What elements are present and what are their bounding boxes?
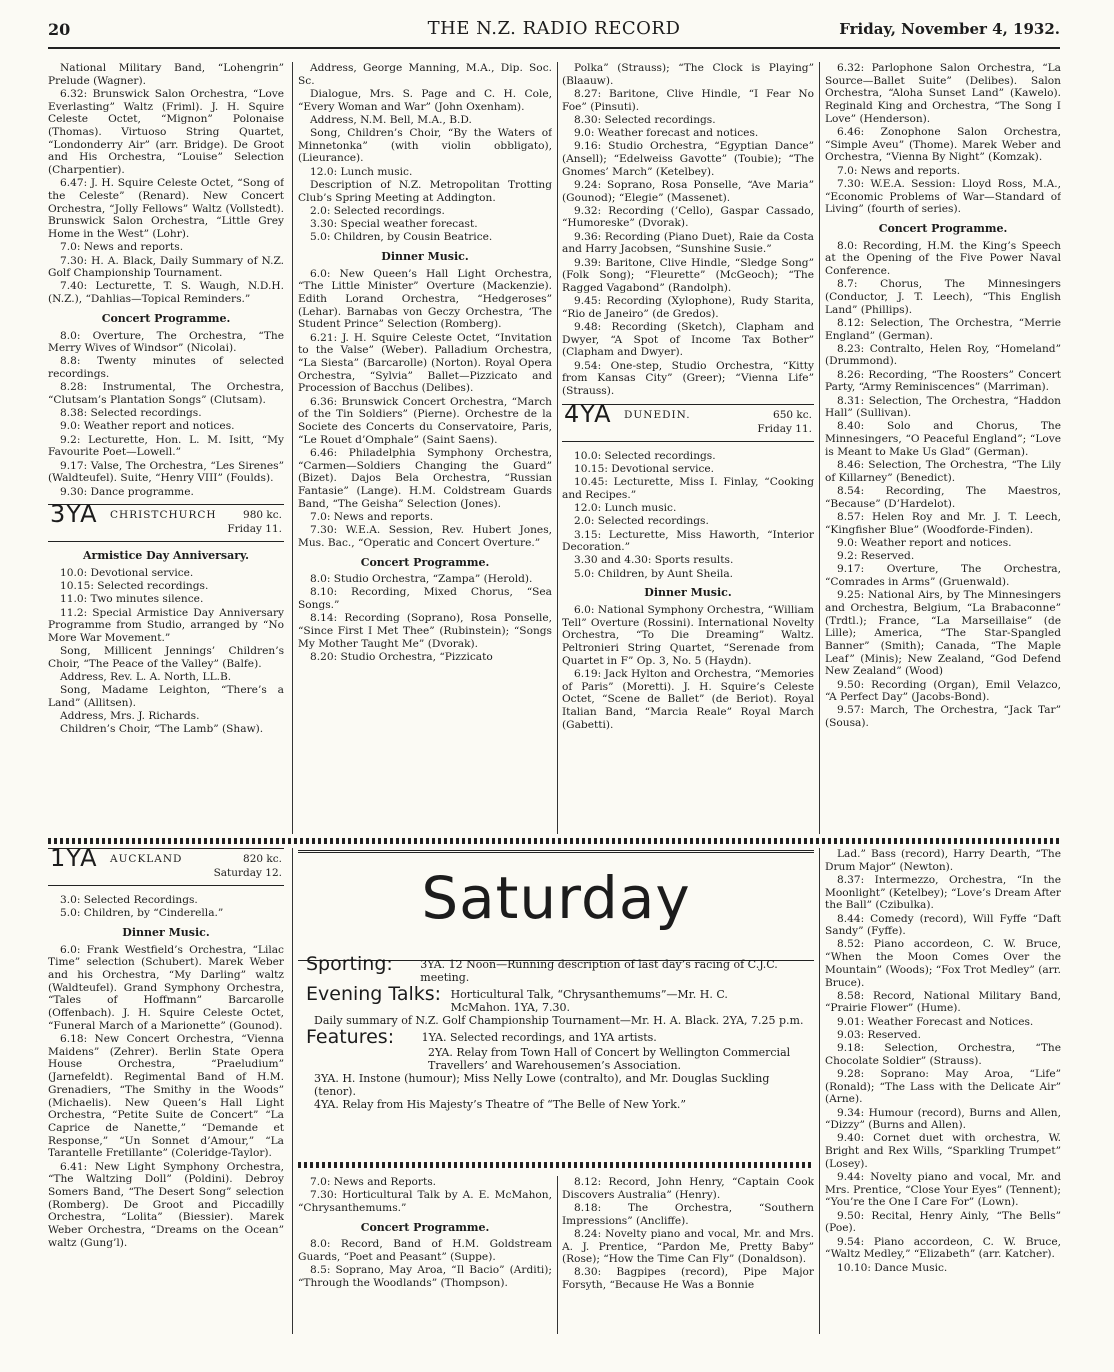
programme-entry: 12.0: Lunch music. xyxy=(574,502,677,515)
programme-entry: Polka” (Strauss); “The Clock is Playing” (Blaauw). xyxy=(562,62,814,87)
programme-entry: 10.0: Devotional service. xyxy=(60,566,194,579)
ornamental-rule xyxy=(298,1162,814,1168)
programme-entry: 8.40: Solo and Chorus, The Minnesingers, “O Peaceful England”; “Love is Meant to Make Us Glad” (German). xyxy=(825,420,1061,458)
programme-entry: Address, George Manning, M.A., Dip. Soc. Sc. xyxy=(298,62,552,87)
header-rule xyxy=(48,47,1060,49)
bottom-column-4 xyxy=(825,848,1061,1334)
programme-entry: 8.0: Overture, The Orchestra, “The Merry Wives of Windsor” (Nicolai). xyxy=(48,329,284,355)
programme-entry: 9.30: Dance programme. xyxy=(60,485,194,498)
programme-entry: 8.0: Recording, H.M. the King’s Speech at the Opening of the Five Power Naval Conference. xyxy=(825,239,1061,278)
programme-entry: 8.10: Recording, Mixed Chorus, “Sea Songs.” xyxy=(298,586,552,612)
concert-programme-heading: Concert Programme. xyxy=(360,555,490,569)
col4-paras-b xyxy=(825,240,1061,730)
programme-entry: 10.15: Devotional service. xyxy=(574,462,715,475)
station-city: AUCKLAND xyxy=(110,853,183,865)
programme-entry: 8.18: The Orchestra, “Southern Impressions” (Ancliffe). xyxy=(562,1201,814,1227)
programme-entry: 8.37: Intermezzo, Orchestra, “In the Moonlight” (Ketelbey); “Love’s Dream After the Ball” (Czibulka). xyxy=(825,873,1061,912)
programme-entry: 9.24: Soprano, Rosa Ponselle, “Ave Maria” (Gounod); “Elegie” (Massenet). xyxy=(562,178,814,204)
programme-entry: 10.0: Selected recordings. xyxy=(574,449,716,462)
col2-paras-b xyxy=(298,268,552,550)
programme-entry: 8.28: Instrumental, The Orchestra, “Clutsam’s Plantation Songs” (Clutsam). xyxy=(48,381,284,407)
col2-paras-a xyxy=(298,62,552,244)
programme-entry: 3.30 and 4.30: Sports results. xyxy=(574,554,734,567)
programme-entry: 10.10: Dance Music. xyxy=(837,1261,948,1274)
programme-entry: 8.26: Recording, “The Roosters” Concert Party, “Army Reminiscences” (Marriman). xyxy=(825,368,1061,394)
bottom-column-2 xyxy=(298,1176,552,1334)
programme-entry: 8.12: Selection, The Orchestra, “Merrie England” (German). xyxy=(825,316,1061,342)
programme-entry: Dialogue, Mrs. S. Page and C. H. Cole, “Every Woman and War” (John Oxenham). xyxy=(298,87,552,113)
programme-entry: 9.25: National Airs, by The Minnesingers and Orchestra, Belgium, “La Brabaconne” (Trdtl.); France, “La Marseillaise” (de Lille); America, “The Star-Spangled Banner” (Smith); Canada, “The Maple Leaf” (Minis); New Zealand, “God Defend New Zealand” (Wood) xyxy=(825,589,1061,678)
station-city: CHRISTCHURCH xyxy=(110,509,217,522)
programme-entry: 2.0: Selected recordings. xyxy=(574,515,709,528)
programme-entry: 6.21: J. H. Squire Celeste Octet, “Invitation to the Valse” (Weber). Palladium Orchestra, “La Siesta” (Barcarolle) (Norton). Royal Opera Orchestra, “Sylvia” Ballet—Pizzicato and Procession of Bacchus (Delibes). xyxy=(298,331,552,395)
sporting-label: Sporting: xyxy=(306,953,393,975)
programme-entry: Address, Rev. L. A. North, LL.B. xyxy=(60,671,232,684)
sporting-text: 3YA. 12 Noon—Running description of last day’s racing of C.J.C. meeting. xyxy=(420,958,778,984)
column-1 xyxy=(48,62,284,834)
programme-entry: 8.31: Selection, The Orchestra, “Haddon Hall” (Sullivan). xyxy=(825,394,1061,420)
station-1ya-header xyxy=(48,848,284,886)
programme-entry: Song, Children’s Choir, “By the Waters of Minnetonka” (with violin obbligato), (Lieurance). xyxy=(298,127,552,165)
evening-talks-row xyxy=(306,983,806,1027)
programme-entry: 9.01: Weather Forecast and Notices. xyxy=(837,1015,1034,1028)
programme-entry: 10.45: Lecturette, Miss I. Finlay, “Cooking and Recipes.” xyxy=(562,476,814,501)
programme-entry: 6.36: Brunswick Concert Orchestra, “March of the Tin Soldiers” (Pierne). Orchestre de la Societe des Concerts du Conservatoire, Paris, “Le Rouet d’Omphale” (Saint Saens). xyxy=(298,395,552,446)
programme-entry: 9.40: Cornet duet with orchestra, W. Bright and Rex Wills, “Sparkling Trumpet” (Losey). xyxy=(825,1132,1061,1170)
station-day: Friday 11. xyxy=(227,523,282,536)
station-city: DUNEDIN. xyxy=(624,408,691,421)
programme-entry: 8.54: Recording, The Maestros, “Because” (D’Hardelot). xyxy=(825,485,1061,510)
programme-entry: 9.45: Recording (Xylophone), Rudy Starita, “Rio de Janeiro” (de Gredos). xyxy=(562,295,814,320)
programme-entry: 6.46: Philadelphia Symphony Orchestra, “Carmen—Soldiers Changing the Guard” (Bizet). Dajos Bela Orchestra, “Russian Fantasie” (Lange). H.M. Coldstream Guards Band, “The Geisha” Selection (Jones). xyxy=(298,446,552,510)
station-day: Saturday 12. xyxy=(213,867,282,879)
features-text-3: 3YA. H. Instone (humour); Miss Nelly Lowe (contralto), and Mr. Douglas Suckling (tenor). xyxy=(314,1072,770,1098)
programme-entry: 9.0: Weather report and notices. xyxy=(60,420,235,433)
column-divider xyxy=(292,62,293,834)
station-frequency: 980 kc. xyxy=(243,509,282,522)
saturday-banner xyxy=(298,846,814,961)
programme-entry: 3.30: Special weather forecast. xyxy=(310,217,478,230)
saturday-highlights xyxy=(306,953,806,1111)
sporting-row xyxy=(306,953,806,984)
programme-entry: 9.54: Piano accordeon, C. W. Bruce, “Waltz Medley,” “Elizabeth” (arr. Katcher). xyxy=(825,1235,1061,1261)
programme-entry: 6.47: J. H. Squire Celeste Octet, “Song of the Celeste” (Renard). New Concert Orchestra, “Jolly Fellows” Waltz (Vollstedt). Brunswick Salon Orchestra, “Little Grey Home in the West” (Lohr). xyxy=(48,177,284,241)
programme-entry: 7.0: News and reports. xyxy=(60,241,184,254)
programme-entry: 9.50: Recital, Henry Ainly, “The Bells” (Poe). xyxy=(825,1209,1061,1235)
programme-entry: 6.46: Zonophone Salon Orchestra, “Simple Aveu” (Thome). Marek Weber and Orchestra, “Vienna By Night” (Komzak). xyxy=(825,126,1061,164)
station-call-sign: 1YA xyxy=(50,848,98,872)
programme-entry: 9.17: Overture, The Orchestra, “Comrades in Arms” (Gruenwald). xyxy=(825,563,1061,588)
dinner-music-heading: Dinner Music. xyxy=(122,925,210,939)
features-text-4: 4YA. Relay from His Majesty’s Theatre of “The Belle of New York.” xyxy=(314,1098,686,1111)
programme-entry: 9.36: Recording (Piano Duet), Raie da Costa and Harry Jacobsen, “Sunshine Susie.” xyxy=(562,230,814,256)
programme-entry: Song, Millicent Jennings’ Children’s Choir, “The Peace of the Valley” (Balfe). xyxy=(48,645,284,670)
programme-entry: 3.0: Selected Recordings. xyxy=(60,894,198,906)
issue-date: Friday, November 4, 1932. xyxy=(839,20,1060,38)
station-frequency: 820 kc. xyxy=(243,853,282,865)
programme-entry: Song, Madame Leighton, “There’s a Land” (Allitsen). xyxy=(48,684,284,709)
programme-entry: 3.15: Lecturette, Miss Haworth, “Interior Decoration.” xyxy=(562,528,814,554)
programme-entry: 8.44: Comedy (record), Will Fyffe “Daft Sandy” (Fyffe). xyxy=(825,912,1061,938)
programme-entry: 9.57: March, The Orchestra, “Jack Tar” (Sousa). xyxy=(825,704,1061,730)
programme-entry: 9.39: Baritone, Clive Hindle, “Sledge Song” (Folk Song); “Fleurette” (McGeoch); “The Ragged Vagabond” (Randolph). xyxy=(562,256,814,294)
programme-entry: 11.2: Special Armistice Day Anniversary Programme from Studio, arranged by “No More War Movement.” xyxy=(48,606,284,644)
station-3ya-header xyxy=(48,500,284,542)
concert-programme-heading: Concert Programme. xyxy=(101,311,231,325)
publication-title: THE N.Z. RADIO RECORD xyxy=(427,18,681,39)
programme-entry: Address, Mrs. J. Richards. xyxy=(60,710,200,723)
programme-entry: 7.30: H. A. Black, Daily Summary of N.Z. Golf Championship Tournament. xyxy=(48,254,284,280)
programme-entry: 9.50: Recording (Organ), Emil Velazco, “A Perfect Day” (Jacobs-Bond). xyxy=(825,678,1061,704)
programme-entry: 7.40: Lecturette, T. S. Waugh, N.D.H. (N.Z.), “Dahlias—Topical Reminders.” xyxy=(48,280,284,306)
programme-entry: 8.24: Novelty piano and vocal, Mr. and Mrs. A. J. Prentice, “Pardon Me, Pretty Baby” (Rose); “How the Time Can Fly” (Donaldson). xyxy=(562,1227,814,1266)
programme-entry: 9.32: Recording (’Cello), Gaspar Cassado, “Humoreske” (Dvorak). xyxy=(562,204,814,230)
programme-entry: 8.46: Selection, The Orchestra, “The Lily of Killarney” (Benedict). xyxy=(825,459,1061,484)
column-4 xyxy=(825,62,1061,834)
evening-talks-text-2: Daily summary of N.Z. Golf Championship Tournament—Mr. H. A. Black. 2YA, 7.25 p.m. xyxy=(314,1014,804,1027)
col1-paras-b xyxy=(48,330,284,499)
bottom-column-1 xyxy=(48,848,284,1334)
dinner-music-heading: Dinner Music. xyxy=(644,586,732,600)
programme-entry: Lad.” Bass (record), Harry Dearth, “The Drum Major” (Newton). xyxy=(825,848,1061,873)
programme-entry: 9.44: Novelty piano and vocal, Mr. and Mrs. Prentice, “Close Your Eyes” (Tennent); “You’re the One I Care For” (Lown). xyxy=(825,1171,1061,1209)
programme-entry: 8.57: Helen Roy and Mr. J. T. Leech, “Kingfisher Blue” (Woodforde-Finden). xyxy=(825,510,1061,536)
programme-entry: 8.58: Record, National Military Band, “Prairie Flower” (Hume). xyxy=(825,989,1061,1015)
programme-entry: 8.52: Piano accordeon, C. W. Bruce, “When the Moon Comes Over the Mountain” (Woods); “Fox Trot Medley” (arr. Bruce). xyxy=(825,938,1061,989)
concert-programme-heading: Concert Programme. xyxy=(360,1220,490,1234)
programme-entry: 9.34: Humour (record), Burns and Allen, “Dizzy” (Burns and Allen). xyxy=(825,1106,1061,1132)
programme-entry: 9.48: Recording (Sketch), Clapham and Dwyer, “A Spot of Income Tax Bother” (Clapham and Dwyer). xyxy=(562,321,814,359)
programme-entry: 9.0: Weather report and notices. xyxy=(837,536,1012,549)
bcol2-paras-b xyxy=(298,1238,552,1289)
bcol1-paras-b xyxy=(48,944,284,1250)
dinner-music-heading: Dinner Music. xyxy=(381,249,469,263)
bottom-column-3 xyxy=(562,1176,814,1334)
bcol1-paras-a xyxy=(48,894,284,920)
station-frequency: 650 kc. xyxy=(773,408,812,421)
column-divider xyxy=(819,848,820,1334)
programme-entry: 9.2: Lecturette, Hon. L. M. Isitt, “My Favourite Poet—Lowell.” xyxy=(48,433,284,459)
column-divider xyxy=(557,1176,558,1334)
col1-paras-c xyxy=(48,567,284,736)
programme-entry: 9.16: Studio Orchestra, “Egyptian Dance” (Ansell); “Edelweiss Gavotte” (Toubie); “The Gnomes’ March” (Ketelbey). xyxy=(562,140,814,178)
col3-paras-a xyxy=(562,62,814,398)
programme-entry: 8.5: Soprano, May Aroa, “Il Bacio” (Arditi); “Through the Woodlands” (Thompson). xyxy=(298,1264,552,1289)
column-divider xyxy=(819,62,820,834)
programme-entry: 5.0: Children, by Cousin Beatrice. xyxy=(310,231,493,244)
programme-entry: Address, N.M. Bell, M.A., B.D. xyxy=(310,113,472,126)
programme-entry: 10.15: Selected recordings. xyxy=(60,580,209,593)
col2-paras-c xyxy=(298,573,552,663)
programme-entry: 8.0: Record, Band of H.M. Goldstream Guards, “Poet and Peasant” (Suppe). xyxy=(298,1238,552,1264)
features-row xyxy=(306,1026,806,1111)
page-header xyxy=(48,16,1060,44)
station-day: Friday 11. xyxy=(757,422,812,435)
programme-entry: 7.0: News and reports. xyxy=(310,510,434,523)
programme-entry: 2.0: Selected recordings. xyxy=(310,204,445,217)
banner-rule xyxy=(298,850,814,853)
station-call-sign: 4YA xyxy=(564,399,612,428)
features-text-1: 1YA. Selected recordings, and 1YA artists. xyxy=(421,1031,657,1044)
column-2 xyxy=(298,62,552,834)
programme-entry: 6.0: New Queen’s Hall Light Orchestra, “The Little Minister” Overture (Mackenzie). Edith Lorand Orchestra, “Hedgeroses” (Lehar). Barnabas von Geczy Orchestra, ‘The Student Prince” Selection (Romberg). xyxy=(298,267,552,331)
programme-entry: 8.12: Record, John Henry, “Captain Cook Discovers Australia” (Henry). xyxy=(562,1176,814,1201)
programme-entry: 9.17: Valse, The Orchestra, “Les Sirenes” (Waldteufel). Suite, “Henry VIII” (Foulds). xyxy=(48,459,284,485)
column-3 xyxy=(562,62,814,834)
programme-entry: 6.32: Parlophone Salon Orchestra, “La Source—Ballet Suite” (Delibes). Salon Orchestra, “Aloha Sunset Land” (Kawelo). Reginald King and Orchestra, “The Song I Love” (Henderson). xyxy=(825,62,1061,125)
programme-entry: 9.18: Selection, Orchestra, “The Chocolate Soldier” (Strauss). xyxy=(825,1042,1061,1067)
evening-talks-text: Horticultural Talk, “Chrysanthemums”—Mr. H. C. McMahon. 1YA, 7.30. xyxy=(450,988,728,1014)
concert-programme-heading: Concert Programme. xyxy=(878,221,1008,235)
programme-entry: 8.8: Twenty minutes of selected recordings. xyxy=(48,355,284,381)
features-label: Features: xyxy=(306,1026,395,1048)
col3-paras-c xyxy=(562,604,814,732)
programme-entry: 8.38: Selected recordings. xyxy=(60,407,202,420)
programme-entry: 8.0: Studio Orchestra, “Zampa” (Herold). xyxy=(310,573,533,586)
programme-entry: 6.18: New Concert Orchestra, “Vienna Maidens” (Zehrer). Berlin State Opera House Orchestra, “Praeludium” (Jarnefeldt). Regimental Band of H.M. Grenadiers, “The Smithy in the Woods” (Michaelis). New Queen’s Hall Light Orchestra, “Petite Suite de Concert” “La Caprice de Nanette,” “Demande et Response,” “Un Sonnet d’Amour,” “La Tarantelle Fretillante” (Coleridge-Taylor). xyxy=(48,1033,284,1160)
col1-paras-a xyxy=(48,62,284,306)
column-divider xyxy=(557,62,558,834)
programme-entry: 6.0: National Symphony Orchestra, “William Tell” Overture (Rossini). International Novelty Orchestra, “To Die Dreaming” Waltz. Peltronieri String Quartet, “Serenade from Quartet in F” Op. 3, No. 5 (Haydn). xyxy=(562,604,814,667)
programme-entry: 6.41: New Light Symphony Orchestra, “The Waltzing Doll” (Poldini). Debroy Somers Band, “The Desert Song” selection (Romberg). De Groot and Piccadilly Orchestra, “Lolita” (Biessier). Marek Weber Orchestra, “Dreams on the Ocean” waltz (Gung’l). xyxy=(48,1160,284,1249)
programme-entry: 9.03: Reserved. xyxy=(837,1028,921,1041)
col3-paras-b xyxy=(562,450,814,581)
programme-entry: 7.30: Horticultural Talk by A. E. McMahon, “Chrysanthemums.” xyxy=(298,1189,552,1214)
programme-entry: 9.2: Reserved. xyxy=(837,550,915,563)
programme-entry: 8.14: Recording (Soprano), Rosa Ponselle, “Since First I Met Thee” (Rubinstein); “Songs My Mother Taught Me” (Dvorak). xyxy=(298,612,552,650)
column-divider xyxy=(292,848,293,1334)
armistice-heading: Armistice Day Anniversary. xyxy=(83,549,249,563)
programme-entry: 8.30: Selected recordings. xyxy=(574,113,716,126)
programme-entry: 6.19: Jack Hylton and Orchestra, “Memories of Paris” (Moretti). J. H. Squire’s Celeste Octet, “Scene de Ballet” (de Beriot). Royal Italian Band, “Marcia Reale” Royal March (Gabetti). xyxy=(562,668,814,731)
programme-entry: 7.30: W.E.A. Session: Lloyd Ross, M.A., “Economic Problems of War—Standard of Living” (fourth of series). xyxy=(825,177,1061,216)
bcol4-paras-a xyxy=(825,848,1061,1274)
programme-entry: 8.30: Bagpipes (record), Pipe Major Forsyth, “Because He Was a Bonnie xyxy=(562,1266,814,1292)
programme-entry: 7.30: W.E.A. Session, Rev. Hubert Jones, Mus. Bac., “Operatic and Concert Overture.” xyxy=(298,524,552,549)
programme-entry: National Military Band, “Lohengrin” Prelude (Wagner). xyxy=(48,62,284,87)
col4-paras-a xyxy=(825,62,1061,216)
programme-entry: 8.7: Chorus, The Minnesingers (Conductor, J. T. Leech), “This English Land” (Phillips). xyxy=(825,278,1061,316)
programme-entry: Children’s Choir, “The Lamb” (Shaw). xyxy=(60,723,264,736)
programme-entry: 12.0: Lunch music. xyxy=(310,165,413,178)
station-call-sign: 3YA xyxy=(50,500,98,529)
programme-entry: 9.54: One-step, Studio Orchestra, “Kitty from Kansas City” (Greer); “Vienna Life” (Strauss). xyxy=(562,359,814,398)
programme-entry: 5.0: Children, by Aunt Sheila. xyxy=(574,567,734,580)
saturday-title: Saturday xyxy=(421,864,691,932)
station-4ya-header xyxy=(562,399,814,442)
programme-entry: 11.0: Two minutes silence. xyxy=(60,593,204,606)
programme-entry: 9.28: Soprano: May Aroa, “Life” (Ronald); “The Lass with the Delicate Air” (Arne). xyxy=(825,1067,1061,1106)
programme-entry: 5.0: Children, by “Cinderella.” xyxy=(60,907,224,920)
bcol3-paras-a xyxy=(562,1176,814,1292)
bcol2-paras-a xyxy=(298,1176,552,1215)
programme-entry: 6.0: Frank Westfield’s Orchestra, “Lilac Time” selection (Schubert). Marek Weber and his Orchestra, “My Darling” waltz (Waldteufel). Grand Symphony Orchestra, “Tales of Hoffmann” Barcarolle (Offenbach). J. H. Squire Celeste Octet, “Funeral March of a Marionette” (Gounod). xyxy=(48,943,284,1032)
programme-entry: 7.0: News and reports. xyxy=(837,164,961,177)
page-number: 20 xyxy=(48,20,71,39)
programme-entry: 8.20: Studio Orchestra, “Pizzicato xyxy=(310,650,493,663)
programme-entry: 6.32: Brunswick Salon Orchestra, “Love Everlasting” Waltz (Friml). J. H. Squire Celeste Octet, “Mignon” Polonaise (Thomas). Virtuoso String Quartet, “Londonderry Air” (arr. Bridge). De Groot and His Orchestra, “Louise” Selection (Charpentier). xyxy=(48,87,284,177)
programme-entry: Description of N.Z. Metropolitan Trotting Club’s Spring Meeting at Addington. xyxy=(298,178,552,204)
programme-entry: 7.0: News and Reports. xyxy=(310,1176,437,1188)
ornamental-rule xyxy=(48,838,1060,844)
features-text-2: 2YA. Relay from Town Hall of Concert by Wellington Commercial Travellers’ and Warehousemen’s Association. xyxy=(428,1046,791,1072)
programme-entry: 9.0: Weather forecast and notices. xyxy=(574,127,759,140)
programme-entry: 8.23: Contralto, Helen Roy, “Homeland” (Drummond). xyxy=(825,342,1061,368)
programme-entry: 8.27: Baritone, Clive Hindle, “I Fear No Foe” (Pinsuti). xyxy=(562,87,814,113)
evening-talks-label: Evening Talks: xyxy=(306,983,442,1005)
